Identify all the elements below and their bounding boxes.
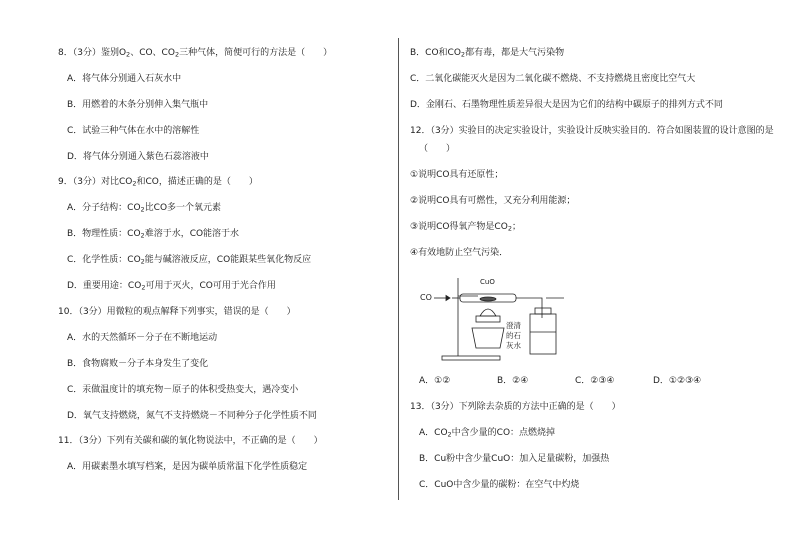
q13-option-b: B．Cu粉中含少量CuO：加入足量碳粉，加强热 xyxy=(419,454,610,464)
q11-option-a: A．用碳素墨水填写档案，是因为碳单质常温下化学性质稳定 xyxy=(67,462,308,472)
flame xyxy=(480,309,496,316)
column-divider xyxy=(398,38,399,500)
cuo-sample xyxy=(480,297,496,301)
question-13-stem: 13．（3分）下列除去杂质的方法中正确的是（ ） xyxy=(410,402,621,412)
q12-choice-d[interactable]: D．①②③④ xyxy=(653,376,702,386)
limewater-label-line-3: 灰水 xyxy=(506,341,521,350)
question-12-stem: 12．（3分）实验目的决定实验设计，实验设计反映实验目的．符合如图装置的设计意图的是 xyxy=(410,126,774,136)
q12-item-3 xyxy=(410,221,521,235)
q8-option-b: B．用燃着的木条分别伸入集气瓶中 xyxy=(67,100,209,110)
q12-item-3-part-b: ； xyxy=(511,222,521,232)
q13-a-part-a: A．CO xyxy=(419,428,448,438)
q9-a-part-b: 比CO多一个氧元素 xyxy=(144,203,222,213)
q11-option-c: C．二氧化碳能灭火是因为二氧化碳不燃烧、不支持燃烧且密度比空气大 xyxy=(410,74,696,84)
q11-option-d: D．金刚石、石墨物理性质差异很大是因为它们的结构中碳原子的排列方式不同 xyxy=(410,100,723,110)
question-12-stem-continued: （ ） xyxy=(419,144,456,154)
co-label: CO xyxy=(420,293,432,302)
subscript: 2 xyxy=(507,224,512,233)
q9-option-a xyxy=(67,202,221,216)
q12-item-1: ①说明CO具有还原性； xyxy=(410,170,504,180)
apparatus-diagram xyxy=(418,268,568,364)
q9-d-part-a: D．重要用途：CO xyxy=(67,281,142,291)
subscript: 2 xyxy=(140,257,145,266)
limewater-label-line-1: 澄清 xyxy=(506,321,521,330)
subscript: 2 xyxy=(447,430,452,439)
subscript: 2 xyxy=(126,50,131,59)
q12-item-4: ④有效地防止空气污染． xyxy=(410,248,509,258)
cuo-label: CuO xyxy=(480,278,495,286)
arrow-head xyxy=(446,296,450,301)
q10-option-d: D．氧气支持燃烧，氮气不支持燃烧－不同种分子化学性质不同 xyxy=(67,411,317,421)
stand-base xyxy=(442,356,500,360)
q11-b-part-b: 都有毒，都是大气污染物 xyxy=(465,48,565,58)
q8-stem-part-b: 、CO、CO xyxy=(130,48,175,58)
q9-b-part-b: 难溶于水，CO能溶于水 xyxy=(144,229,240,239)
q11-option-b xyxy=(410,47,564,61)
q12-item-3-part-a: ③说明CO得氧产物是CO xyxy=(410,222,508,232)
question-10-stem: 10．（3分）用微粒的观点解释下列事实，错误的是（ ） xyxy=(58,307,296,317)
q9-stem-part-b: 和CO，描述正确的是（ ） xyxy=(136,177,258,187)
q12-choice-c[interactable]: C．②③④ xyxy=(575,376,615,386)
q9-option-b xyxy=(67,228,239,242)
q12-choices xyxy=(419,375,739,387)
question-8-stem xyxy=(58,47,332,61)
q13-a-part-b: 中含少量的CO：点燃烧掉 xyxy=(451,428,556,438)
q13-option-a xyxy=(419,427,555,441)
q8-option-d: D．将气体分别通入紫色石蕊溶液中 xyxy=(67,152,209,162)
limewater-label-line-2: 的石 xyxy=(506,331,521,340)
bottle-stopper xyxy=(535,308,551,314)
burner-body xyxy=(472,328,504,348)
q8-option-a: A．将气体分别通入石灰水中 xyxy=(67,74,182,84)
subscript: 2 xyxy=(140,231,145,240)
q12-item-2: ②说明CO具有可燃性，又充分利用能源； xyxy=(410,196,576,206)
subscript: 2 xyxy=(141,283,146,292)
q9-option-d xyxy=(67,280,276,294)
q9-stem-part-a: 9．（3分）对比CO xyxy=(58,177,133,187)
q8-option-c: C．试验三种气体在水中的溶解性 xyxy=(67,126,200,136)
q12-choice-a[interactable]: A．①② xyxy=(419,376,451,386)
q11-b-part-a: B．CO和CO xyxy=(410,48,461,58)
q9-option-c xyxy=(67,254,311,268)
subscript: 2 xyxy=(174,50,180,59)
q9-a-part-a: A．分子结构：CO xyxy=(67,203,141,213)
subscript: 2 xyxy=(140,205,145,214)
q8-stem-part-c: 三种气体，简便可行的方法是（ ） xyxy=(179,48,333,58)
q13-option-c: C．CuO中含少量的碳粉：在空气中灼烧 xyxy=(419,480,580,490)
question-11-stem: 11．（3分）下列有关碳和碳的氧化物说法中，不正确的是（ ） xyxy=(58,436,323,446)
subscript: 2 xyxy=(132,179,137,188)
q10-option-a: A．水的天然循环－分子在不断地运动 xyxy=(67,333,218,343)
q9-c-part-a: C．化学性质：CO xyxy=(67,255,141,265)
q9-d-part-b: 可用于灭火，CO可用于光合作用 xyxy=(145,281,276,291)
burner-top xyxy=(476,316,500,322)
q9-b-part-a: B．物理性质：CO xyxy=(67,229,141,239)
q9-c-part-b: 能与碱溶液反应，CO能跟某些氧化物反应 xyxy=(144,255,312,265)
collection-bottle xyxy=(530,314,556,354)
q12-choice-b[interactable]: B．②④ xyxy=(497,376,529,386)
q8-stem-part-a: 8．（3分）鉴别O xyxy=(58,48,127,58)
subscript: 2 xyxy=(460,50,466,59)
q10-option-b: B．食物腐败－分子本身发生了变化 xyxy=(67,359,209,369)
q10-option-c: C．汞做温度计的填充物－原子的体积受热变大，遇冷变小 xyxy=(67,385,299,395)
question-9-stem xyxy=(58,176,258,190)
